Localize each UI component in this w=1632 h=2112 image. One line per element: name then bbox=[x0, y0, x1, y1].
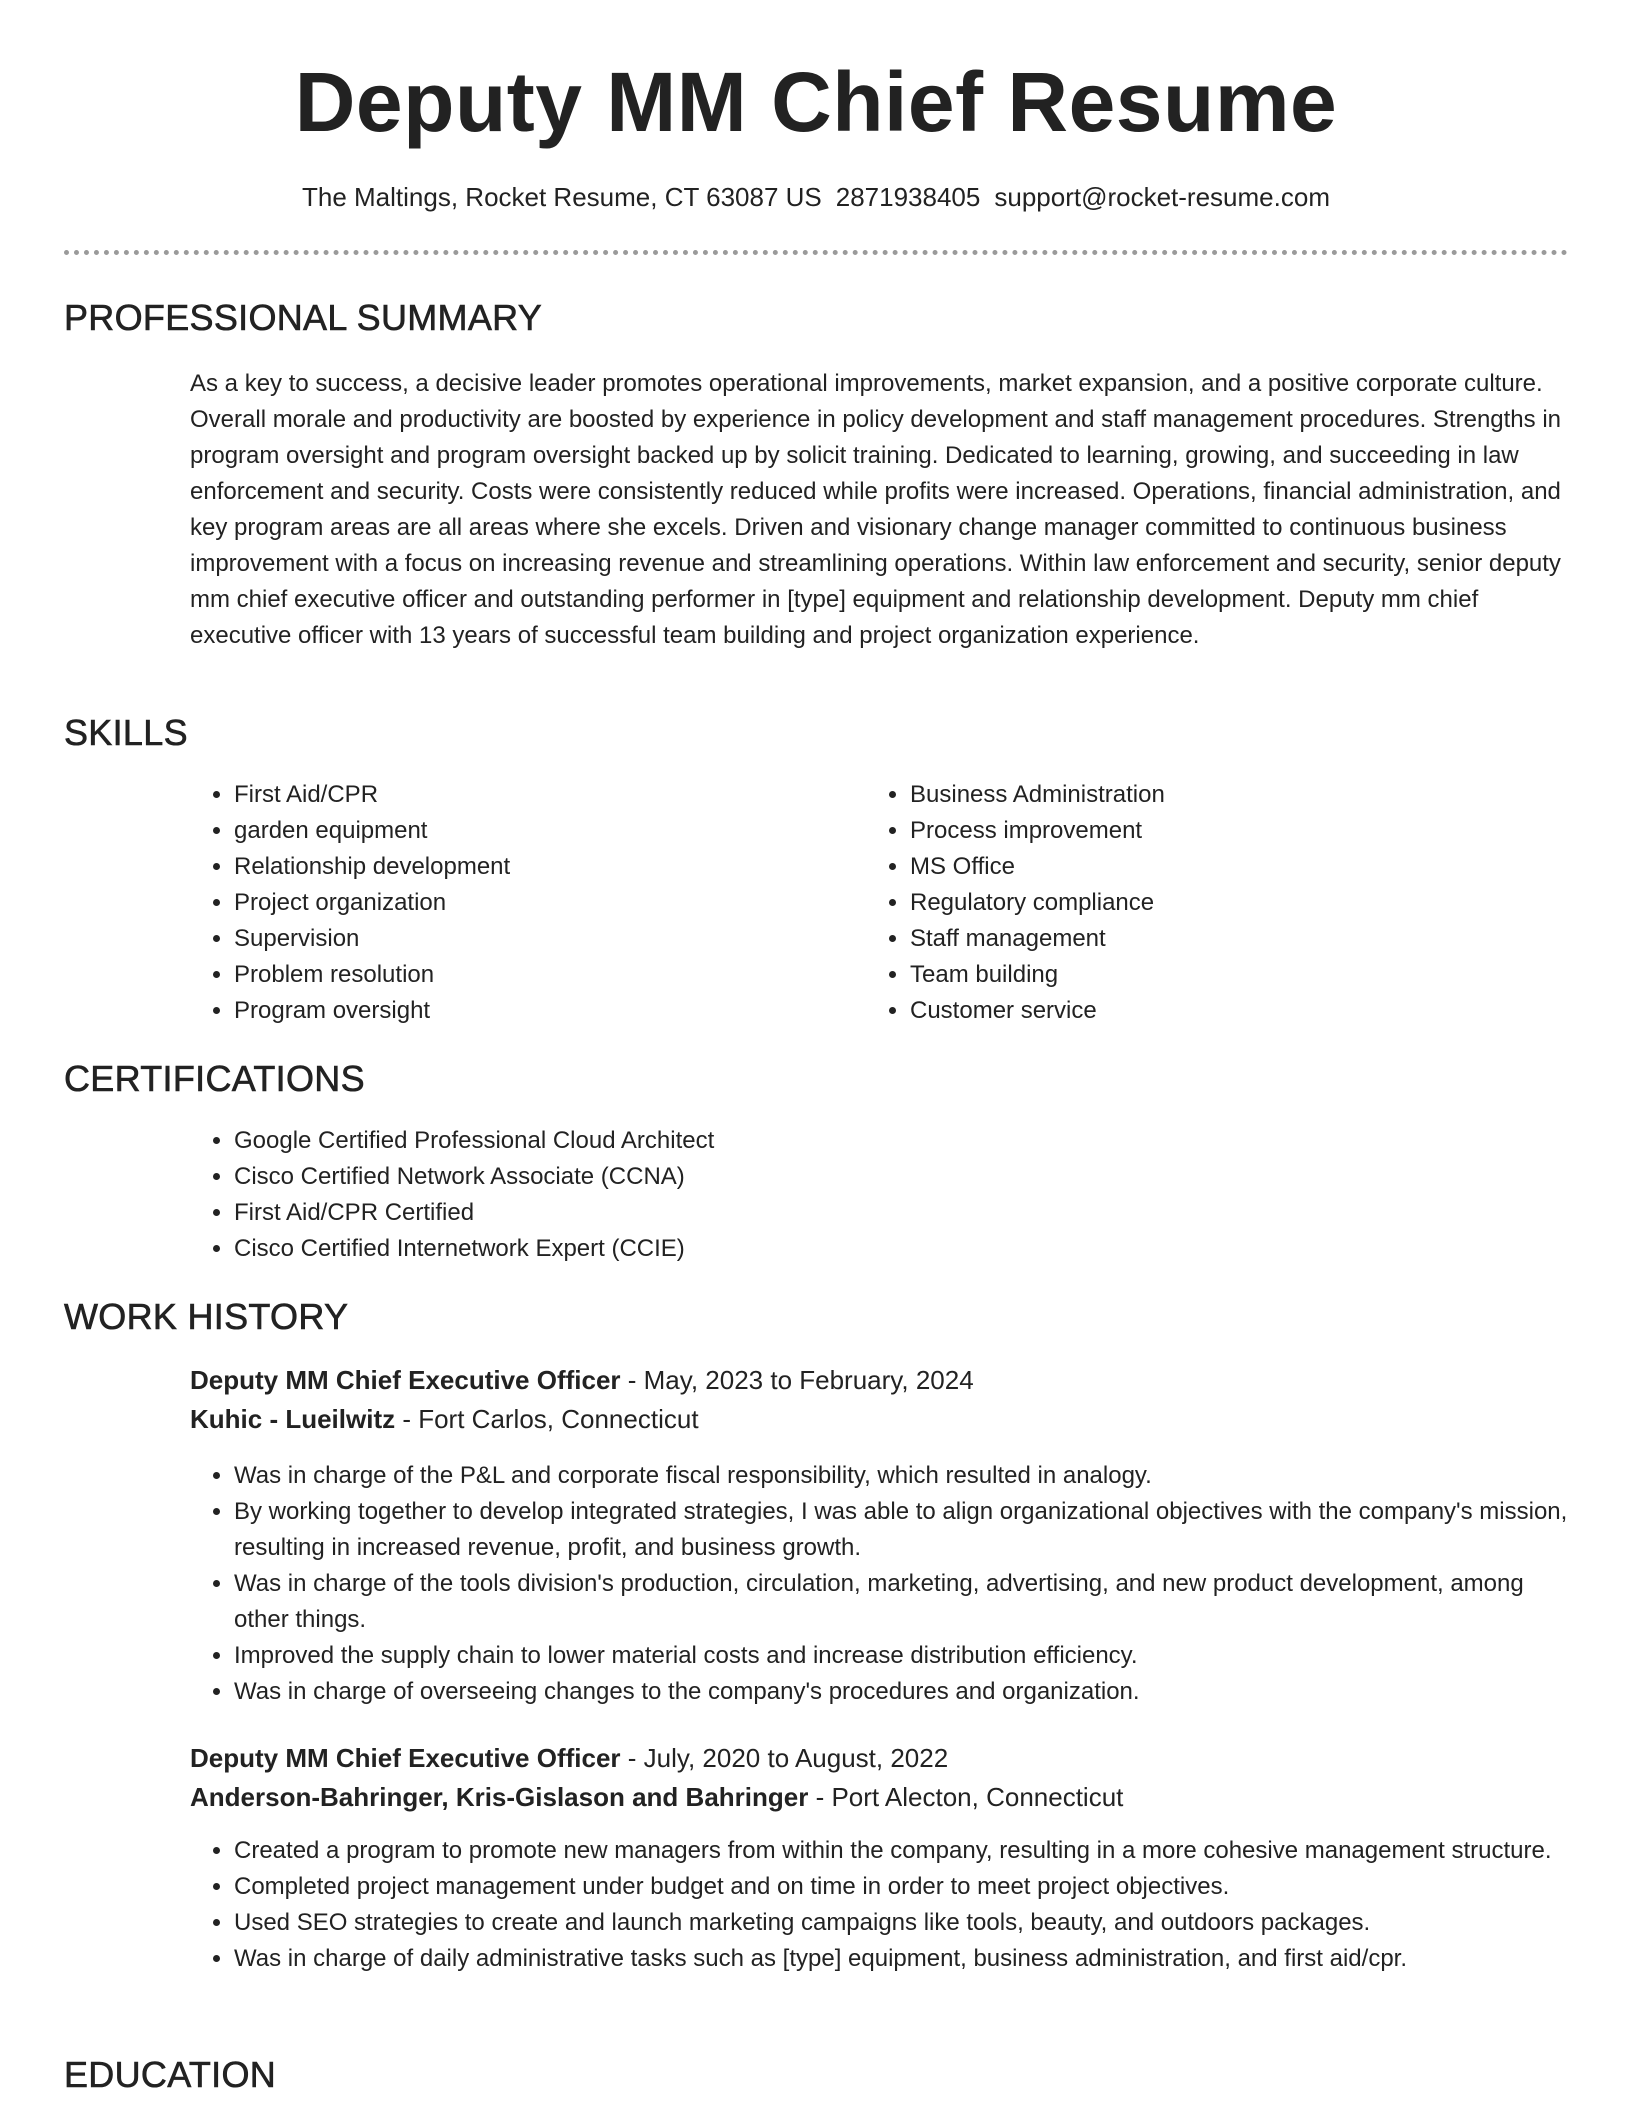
job-company: Anderson-Bahringer, Kris-Gislason and Bahringer bbox=[190, 1782, 809, 1812]
job-company-line bbox=[190, 1778, 1123, 1816]
job-location: - Fort Carlos, Connecticut bbox=[395, 1404, 699, 1434]
job-bullet: • Was in charge of the P&L and corporate fiscal responsibility, which resulted in analogy. bbox=[234, 1458, 1579, 1494]
job-bullet: • Was in charge of daily administrative tasks such as [type] equipment, business administration, and first aid/cpr. bbox=[234, 1941, 1579, 1977]
skill-item: • Supervision bbox=[234, 921, 834, 957]
skill-item: • MS Office bbox=[910, 849, 1510, 885]
job-bullet: • Improved the supply chain to lower material costs and increase distribution efficiency. bbox=[234, 1638, 1579, 1674]
certification-item: • Cisco Certified Network Associate (CCNA) bbox=[234, 1159, 1534, 1195]
skill-item: • Program oversight bbox=[234, 993, 834, 1029]
education-heading: EDUCATION bbox=[64, 2054, 277, 2095]
job-bullet: • Was in charge of the tools division's production, circulation, marketing, advertising, and new product development, among other things. bbox=[234, 1566, 1579, 1638]
skill-item: • Process improvement bbox=[910, 813, 1510, 849]
job-company: Kuhic - Lueilwitz bbox=[190, 1404, 396, 1434]
skills-heading: SKILLS bbox=[64, 712, 188, 753]
summary-text: As a key to success, a decisive leader promotes operational improvements, market expansion, and a positive corporate culture. Overall morale and productivity are boosted by experience in policy development and staff management procedures. Strengths in program oversight and program oversight backed up by solicit training. Dedicated to learning, growing, and succeeding in law enforcement and security. Costs were consistently reduced while profits were increased. Operations, financial administration, and key program areas are all areas where she excels. Driven and visionary change manager committed to continuous business improvement with a focus on increasing revenue and streamlining operations. Within law enforcement and security, senior deputy mm chief executive officer and outstanding performer in [type] equipment and relationship development. Deputy mm chief executive officer with 13 years of successful team building and project organization experience. bbox=[190, 370, 1561, 649]
job-title: Deputy MM Chief Executive Officer bbox=[190, 1365, 621, 1395]
job-title: Deputy MM Chief Executive Officer bbox=[190, 1743, 621, 1773]
job-bullet: • Completed project management under budget and on time in order to meet project objectives. bbox=[234, 1869, 1579, 1905]
contact-email: support@rocket-resume.com bbox=[994, 182, 1330, 212]
summary-heading: PROFESSIONAL SUMMARY bbox=[64, 297, 543, 338]
skill-item: • garden equipment bbox=[234, 813, 834, 849]
job-bullet: • Used SEO strategies to create and launch marketing campaigns like tools, beauty, and outdoors packages. bbox=[234, 1905, 1579, 1941]
contact-line bbox=[0, 180, 1632, 214]
skill-item: • Project organization bbox=[234, 885, 834, 921]
skill-item: • First Aid/CPR bbox=[234, 777, 834, 813]
job-title-line bbox=[190, 1361, 974, 1399]
skill-item: • Regulatory compliance bbox=[910, 885, 1510, 921]
work-history-heading: WORK HISTORY bbox=[64, 1296, 349, 1337]
job-bullet: • Created a program to promote new managers from within the company, resulting in a more cohesive management structure. bbox=[234, 1833, 1579, 1869]
certification-item: • Google Certified Professional Cloud Architect bbox=[234, 1123, 1534, 1159]
certification-item: • Cisco Certified Internetwork Expert (CCIE) bbox=[234, 1231, 1534, 1267]
job-dates: - May, 2023 to February, 2024 bbox=[620, 1365, 974, 1395]
job-bullet: • Was in charge of overseeing changes to the company's procedures and organization. bbox=[234, 1674, 1579, 1710]
job-bullets bbox=[190, 1833, 1579, 1977]
certifications-heading: CERTIFICATIONS bbox=[64, 1058, 365, 1099]
resume-name: Deputy MM Chief Resume bbox=[294, 55, 1338, 149]
skill-item: • Staff management bbox=[910, 921, 1510, 957]
certification-item: • First Aid/CPR Certified bbox=[234, 1195, 1534, 1231]
skill-item: • Problem resolution bbox=[234, 957, 834, 993]
header-divider bbox=[64, 250, 1568, 255]
contact-address: The Maltings, Rocket Resume, CT 63087 US bbox=[302, 182, 822, 212]
contact-phone: 2871938405 bbox=[835, 182, 981, 212]
skills-list-right bbox=[866, 777, 1510, 1029]
job-bullets bbox=[190, 1458, 1579, 1710]
skill-item: • Relationship development bbox=[234, 849, 834, 885]
certifications-list bbox=[190, 1123, 1534, 1267]
job-dates: - July, 2020 to August, 2022 bbox=[620, 1743, 949, 1773]
job-location: - Port Alecton, Connecticut bbox=[808, 1782, 1124, 1812]
skills-list-left bbox=[190, 777, 834, 1029]
job-title-line bbox=[190, 1739, 948, 1777]
skill-item: • Customer service bbox=[910, 993, 1510, 1029]
job-bullet: • By working together to develop integrated strategies, I was able to align organizational objectives with the company's mission, resulting in increased revenue, profit, and business growth. bbox=[234, 1494, 1579, 1566]
skill-item: • Team building bbox=[910, 957, 1510, 993]
job-company-line bbox=[190, 1400, 699, 1438]
skill-item: • Business Administration bbox=[910, 777, 1510, 813]
